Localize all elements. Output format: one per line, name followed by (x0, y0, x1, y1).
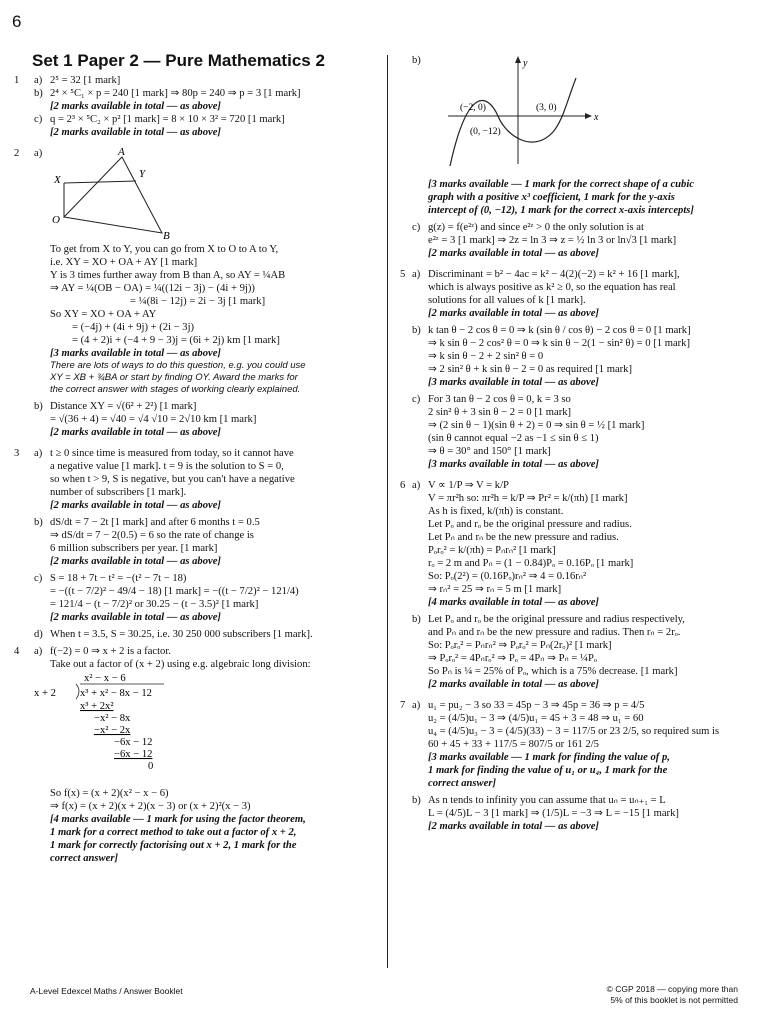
answer-line: = −((t − 7/2)² − 49/4 − 18) [1 mark] = −((t − 7/2)² − 121/4) (50, 586, 299, 597)
dividend: x³ + x² − 8x − 12 (80, 688, 152, 699)
answer-line: dS/dt = 7 − 2t [1 mark] and after 6 months t = 0.5 (50, 517, 260, 528)
answer-line: 2 sin² θ + 3 sin θ − 2 = 0 [1 mark] (428, 407, 572, 418)
answer-line: Let Pₒ and rₒ be the original pressure and radius. (428, 519, 632, 530)
answer-line: Distance XY = √(6² + 2²) [1 mark] (50, 401, 197, 412)
q2-part-b (14, 400, 378, 439)
q6-part-b (400, 613, 750, 691)
answer-line: f(−2) = 0 ⇒ x + 2 is a factor. (50, 646, 171, 657)
question-number: 1 (14, 75, 20, 86)
answer-line: i.e. XY = XO + OA + AY [1 mark] (50, 257, 198, 268)
answer-line: S = 18 + 7t − t² = −(t² − 7t − 18) (50, 573, 187, 584)
part-label: b) (34, 517, 43, 528)
part-label: a) (412, 480, 421, 491)
division-step: −6x − 12 (114, 749, 153, 760)
hint-note: the correct answer with stages of working clearly explained. (50, 384, 301, 395)
marks-note: [2 marks available in total — as above] (50, 556, 221, 567)
page-title: Set 1 Paper 2 — Pure Mathematics 2 (32, 51, 325, 70)
question-number: 7 (400, 700, 406, 711)
marks-note: [2 marks available in total — as above] (50, 101, 221, 112)
answer-line: q = 2³ × ⁵C₂ × p² [1 mark] = 8 × 10 × 3² = 720 [1 mark] (50, 114, 285, 125)
question-number: 4 (14, 646, 20, 657)
marks-note: [2 marks available in total — as above] (428, 248, 599, 259)
answer-line: ⇒ AY = ¼(OB − OA) = ¼((12i − 3j) − (4i + 9j)) (50, 283, 255, 294)
answer-line: ⇒ k sin θ − 2 + 2 sin² θ = 0 (428, 351, 544, 362)
q3-part-a (14, 447, 378, 512)
marks-note: [4 marks available in total — as above] (428, 597, 599, 608)
answer-line: which is always positive as k² ≥ 0, so the equation has real (428, 282, 676, 293)
answer-line: 2⁵ = 32 [1 mark] (50, 75, 121, 86)
triangle-diagram (50, 147, 200, 239)
q4-part-a (14, 645, 378, 865)
question-number: 2 (14, 148, 20, 159)
answer-line: So f(x) = (x + 2)(x² − x − 6) (50, 788, 169, 799)
q1-part-a (14, 74, 378, 87)
question-1 (14, 74, 378, 139)
division-step: −x² − 2x (94, 725, 131, 736)
marks-note: [3 marks available in total — as above] (50, 348, 221, 359)
y-axis-label: y (523, 58, 528, 69)
q2-part-a (14, 147, 378, 396)
part-label: a) (412, 269, 421, 280)
q4-part-c (400, 221, 750, 260)
answer-line: When t = 3.5, S = 30.25, i.e. 30 250 000 subscribers [1 mark]. (50, 629, 313, 640)
answer-line: rₒ = 2 m and Pₙ = (1 − 0.84)Pₒ = 0.16Pₒ [1 mark] (428, 558, 634, 569)
question-4 (14, 645, 378, 865)
answer-line: ⇒ 2 sin² θ + k sin θ − 2 = 0 as required [1 mark] (428, 364, 633, 375)
q5-part-a (400, 268, 750, 320)
answer-line: e²ᶻ = 3 [1 mark] ⇒ 2z = ln 3 ⇒ z = ½ ln 3 or ln√3 [1 mark] (428, 235, 677, 246)
division-step: x³ + 2x² (80, 701, 114, 712)
x-axis-label: x (594, 112, 599, 123)
answer-line: = 121/4 − (t − 7/2)² or 30.25 − (t − 3.5)² [1 mark] (50, 599, 259, 610)
part-label: c) (34, 114, 43, 125)
marks-note: [2 marks available in total — as above] (428, 308, 599, 319)
part-label: b) (412, 55, 421, 66)
answer-line: a negative value [1 mark]. t = 9 is the solution to S = 0, (50, 461, 284, 472)
marks-note: [3 marks available in total — as above] (428, 459, 599, 470)
answer-line: L = (4/5)L − 3 [1 mark] ⇒ (1/5)L = −3 ⇒ L = −15 [1 mark] (428, 808, 679, 819)
q3-part-d (14, 628, 378, 641)
part-label: c) (34, 573, 43, 584)
marks-note: [2 marks available in total — as above] (50, 612, 221, 623)
long-division (14, 671, 214, 783)
remainder: 0 (148, 761, 154, 772)
answer-line: ⇒ Pₒrₒ² = 4Pₙrₒ² ⇒ Pₒ = 4Pₙ ⇒ Pₙ = ¼Pₒ (428, 653, 597, 664)
answer-line: Take out a factor of (x + 2) using e.g. algebraic long division: (50, 659, 311, 670)
point-o-label: O (52, 214, 60, 226)
answer-line: 6 million subscribers per year. [1 mark] (50, 543, 218, 554)
cubic-graph (428, 54, 628, 174)
footer-copyright (607, 984, 738, 1006)
q1-part-c (14, 113, 378, 139)
question-number: 6 (400, 480, 406, 491)
column-divider (387, 55, 388, 968)
answer-line: Let Pₒ and rₒ be the original pressure and radius respectively, (428, 614, 685, 625)
part-label: b) (412, 614, 421, 625)
answer-line: = (−4j) + (4i + 9j) + (2i − 3j) (72, 322, 195, 333)
part-label: d) (34, 629, 43, 640)
question-6 (400, 479, 750, 691)
answer-line: As n tends to infinity you can assume that uₙ = uₙ₊₁ = L (428, 795, 666, 806)
part-label: b) (412, 795, 421, 806)
part-label: b) (412, 325, 421, 336)
answer-line: ⇒ dS/dt = 7 − 2(0.5) = 6 so the rate of change is (50, 530, 254, 541)
part-label: a) (34, 75, 43, 86)
part-label: a) (412, 700, 421, 711)
point-x-label: X (54, 174, 61, 186)
answer-line: = ¼(8i − 12j) = 2i − 3j [1 mark] (130, 296, 266, 307)
right-column (400, 54, 750, 964)
answer-line: u₂ = (4/5)u₁ − 3 ⇒ (4/5)u₁ = 45 + 3 = 48 ⇒ u₁ = 60 (428, 713, 644, 724)
part-label: c) (412, 222, 421, 233)
hint-note: XY = XB + ¾BA or start by finding OY. Award the marks for (50, 372, 298, 383)
marks-note: 1 mark for correctly factorising out x + 2, 1 mark for the (50, 840, 297, 851)
q6-part-a (400, 479, 750, 609)
point-y-label: Y (139, 168, 146, 180)
answer-line: (sin θ cannot equal −2 as −1 ≤ sin θ ≤ 1) (428, 433, 599, 444)
intercept-label: (−2, 0) (460, 103, 486, 113)
hint-note: There are lots of ways to do this question, e.g. you could use (50, 360, 306, 371)
marks-note: intercept of (0, −12), 1 mark for the correct x-axis intercepts] (428, 205, 694, 216)
marks-note: correct answer] (50, 853, 118, 864)
intercept-label: (0, −12) (470, 127, 501, 137)
question-5 (400, 268, 750, 471)
answer-line: number of subscribers [1 mark]. (50, 487, 187, 498)
answer-line: u₁ = pu₂ − 3 so 33 = 45p − 3 ⇒ 45p = 36 ⇒ p = 4/5 (428, 700, 645, 711)
part-label: b) (34, 88, 43, 99)
division-step: −x² − 8x (94, 713, 131, 724)
answer-line: ⇒ rₙ² = 25 ⇒ rₙ = 5 m [1 mark] (428, 584, 562, 595)
answer-line: and Pₙ and rₙ be the new pressure and radius. Then rₙ = 2rₒ. (428, 627, 681, 638)
answer-line: so when t > 9, S is negative, but you can't have a negative (50, 474, 295, 485)
marks-note: [2 marks available in total — as above] (50, 500, 221, 511)
division-step: −6x − 12 (114, 737, 153, 748)
part-label: a) (34, 448, 43, 459)
answer-line: Pₒrₒ² = k/(πh) = Pₙrₙ² [1 mark] (428, 545, 556, 556)
marks-note: [2 marks available in total — as above] (50, 427, 221, 438)
q7-part-b (400, 794, 750, 833)
answer-line: So: Pₒ(2²) = (0.16Pₒ)rₙ² ⇒ 4 = 0.16rₙ² (428, 571, 587, 582)
page-number: 6 (12, 12, 22, 31)
q5-part-b (400, 324, 750, 389)
answer-line: solutions for all values of k [1 mark]. (428, 295, 586, 306)
answer-line: 2⁴ × ⁵C₁ × p = 240 [1 mark] ⇒ 80p = 240 ⇒ p = 3 [1 mark] (50, 88, 301, 99)
q1-part-b (14, 87, 378, 113)
copyright-line: © CGP 2018 — copying more than (606, 984, 738, 994)
q7-part-a (400, 699, 750, 790)
answer-line: For 3 tan θ − 2 cos θ = 0, k = 3 so (428, 394, 571, 405)
answer-line: u₄ = (4/5)u₃ − 3 = (4/5)(33) − 3 = 117/5 or 23 2/5, so required sum is (428, 726, 720, 737)
answer-line: ⇒ f(x) = (x + 2)(x + 2)(x − 3) or (x + 2)²(x − 3) (50, 801, 251, 812)
answer-line: k tan θ − 2 cos θ = 0 ⇒ k (sin θ / cos θ) − 2 cos θ = 0 [1 mark] (428, 325, 691, 336)
question-3 (14, 447, 378, 641)
question-number: 3 (14, 448, 20, 459)
answer-line: V = πr²h so: πr²h = k/P ⇒ Pr² = k/(πh) [1 mark] (428, 493, 628, 504)
answer-line: = (4 + 2)i + (−4 + 9 − 3)j = (6i + 2j) km [1 mark] (72, 335, 280, 346)
question-7 (400, 699, 750, 833)
marks-note: 1 mark for a correct method to take out a factor of x + 2, (50, 827, 297, 838)
question-number: 5 (400, 269, 406, 280)
divisor: x + 2 (34, 688, 56, 699)
part-label: a) (34, 148, 43, 159)
answer-line: Let Pₙ and rₙ be the new pressure and radius. (428, 532, 619, 543)
answer-line: To get from X to Y, you can go from X to O to A to Y, (50, 244, 279, 255)
q4-part-b (400, 54, 750, 217)
part-label: c) (412, 394, 421, 405)
marks-note: [4 marks available — 1 mark for using the factor theorem, (50, 814, 306, 825)
point-b-label: B (163, 230, 170, 239)
point-a-label: A (118, 147, 125, 158)
marks-note: [2 marks available in total — as above] (50, 127, 221, 138)
answer-line: So XY = XO + OA + AY (50, 309, 157, 320)
q3-part-c (14, 572, 378, 624)
left-column (14, 74, 378, 964)
footer-booklet-title: A-Level Edexcel Maths / Answer Booklet (30, 986, 183, 996)
part-label: a) (34, 646, 43, 657)
answer-line: ⇒ (2 sin θ − 1)(sin θ + 2) = 0 ⇒ sin θ = ½ [1 mark] (428, 420, 645, 431)
marks-note: [3 marks available — 1 mark for finding the value of p, (428, 752, 670, 763)
marks-note: correct answer] (428, 778, 496, 789)
answer-line: ⇒ k sin θ − 2 cos² θ = 0 ⇒ k sin θ − 2(1 − sin² θ) = 0 [1 mark] (428, 338, 691, 349)
marks-note: [2 marks available in total — as above] (428, 821, 599, 832)
answer-line: t ≥ 0 since time is measured from today, so it cannot have (50, 448, 294, 459)
marks-note: [3 marks available in total — as above] (428, 377, 599, 388)
marks-note: 1 mark for finding the value of u₁ or u₄, 1 mark for the (428, 765, 668, 776)
answer-line: V ∝ 1/P ⇒ V = k/P (428, 480, 509, 491)
part-label: b) (34, 401, 43, 412)
answer-line: So: Pₒrₒ² = Pₙrₙ² ⇒ Pₒrₒ² = Pₙ(2rₒ)² [1 mark] (428, 640, 612, 651)
copyright-line: 5% of this booklet is not permitted (610, 995, 738, 1005)
marks-note: graph with a positive x³ coefficient, 1 mark for the y-axis (428, 192, 675, 203)
answer-line: g(z) = f(e²ᶻ) and since e²ᶻ > 0 the only solution is at (428, 222, 644, 233)
answer-line: = √(36 + 4) = √40 = √4 √10 = 2√10 km [1 mark] (50, 414, 257, 425)
q5-part-c (400, 393, 750, 471)
answer-line: 60 + 45 + 33 + 117/5 = 807/5 or 161 2/5 (428, 739, 599, 750)
answer-line: As h is fixed, k/(πh) is constant. (428, 506, 564, 517)
answer-line: Y is 3 times further away from B than A, so AY = ¼AB (50, 270, 286, 281)
question-2 (14, 147, 378, 439)
marks-note: [2 marks available in total — as above] (428, 679, 599, 690)
q3-part-b (14, 516, 378, 568)
answer-line: So Pₙ is ¼ = 25% of Pₒ, which is a 75% decrease. [1 mark] (428, 666, 678, 677)
answer-line: ⇒ θ = 30° and 150° [1 mark] (428, 446, 551, 457)
quotient: x² − x − 6 (84, 673, 126, 684)
answer-line: Discriminant = b² − 4ac = k² − 4(2)(−2) = k² + 16 [1 mark], (428, 269, 680, 280)
marks-note: [3 marks available — 1 mark for the correct shape of a cubic (428, 179, 694, 190)
intercept-label: (3, 0) (536, 103, 557, 113)
